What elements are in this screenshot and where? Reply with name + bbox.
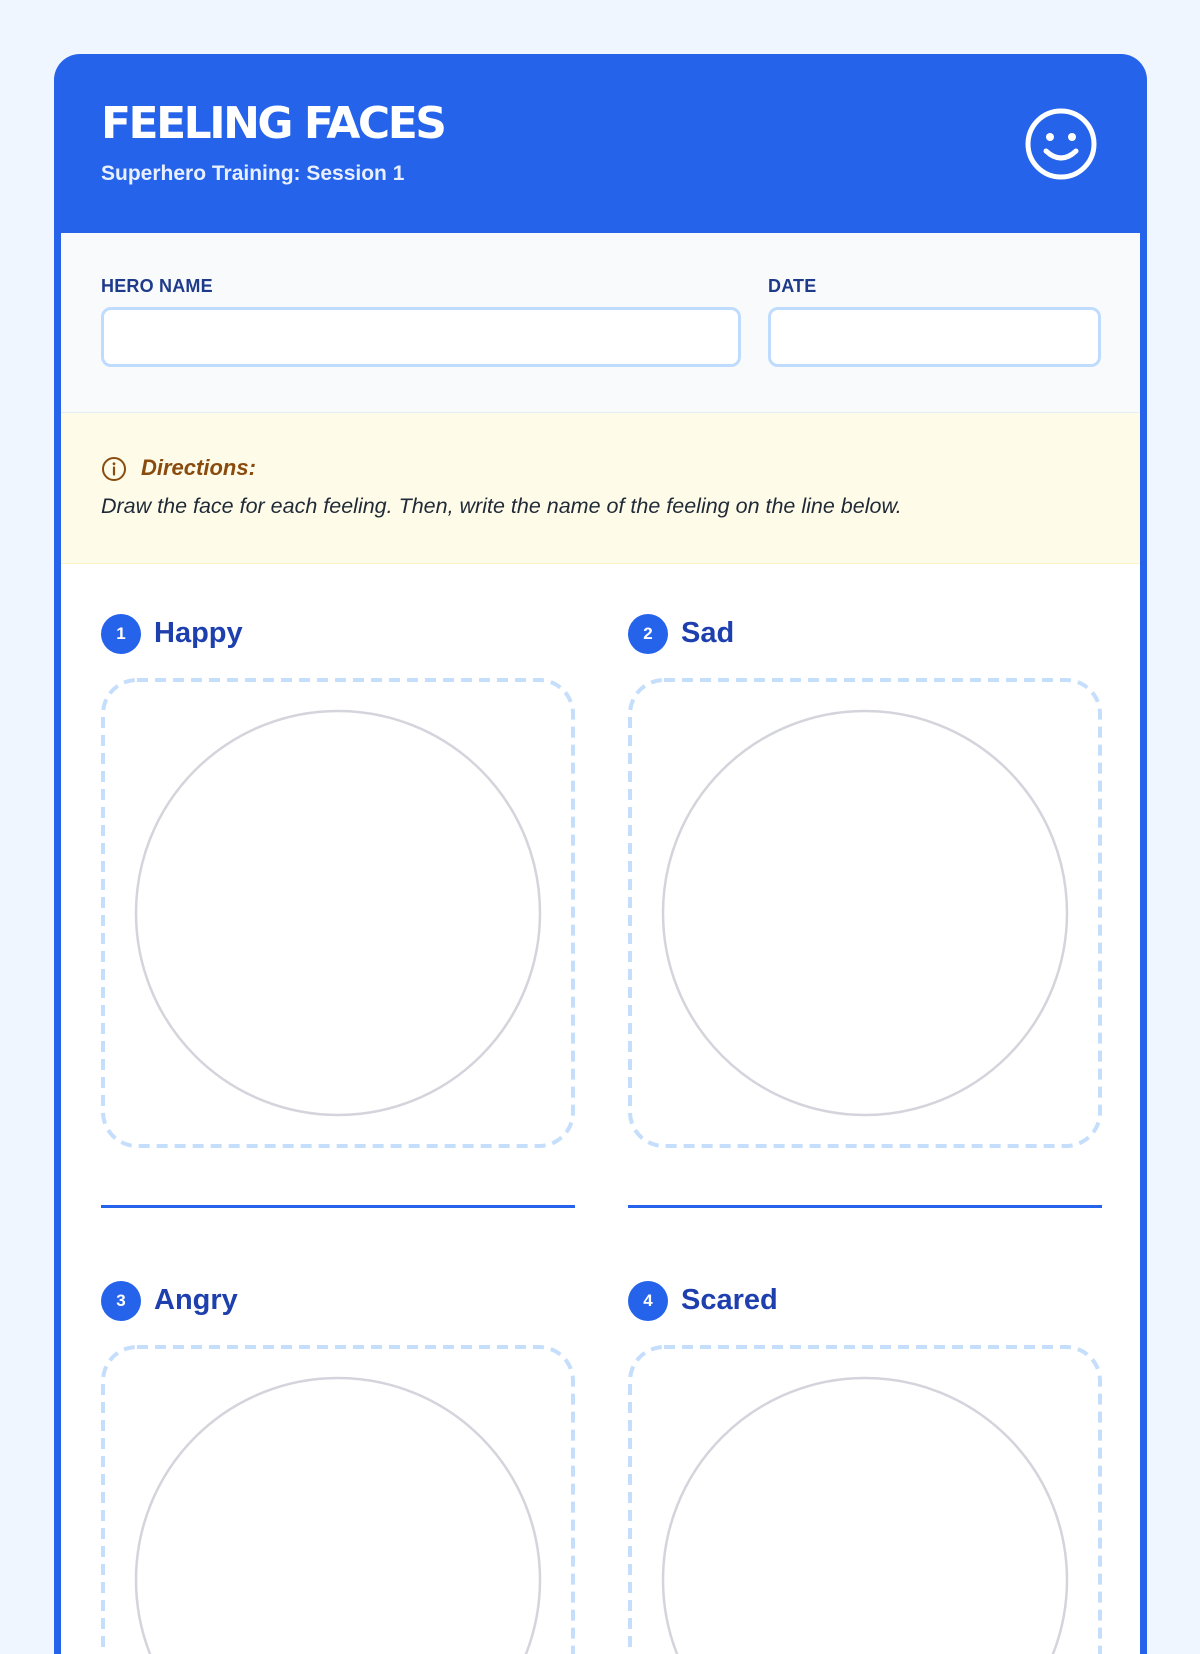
feeling-label: Angry — [154, 1284, 238, 1316]
hero-name-label: HERO NAME — [101, 276, 213, 296]
directions-box — [61, 413, 1140, 564]
face-drawing-area[interactable] — [101, 1345, 575, 1654]
feeling-number-badge: 2 — [628, 614, 668, 654]
feeling-label: Sad — [681, 617, 735, 649]
page-subtitle: Superhero Training: Session 1 — [101, 162, 405, 185]
directions-text: Draw the face for each feeling. Then, write the name of the feeling on the line below. — [101, 494, 902, 518]
date-field[interactable] — [768, 307, 1101, 367]
worksheet-card — [54, 54, 1147, 1654]
face-drawing-area[interactable] — [628, 1345, 1102, 1654]
feeling-name-line[interactable] — [628, 1205, 1102, 1208]
date-label: DATE — [768, 276, 817, 296]
feeling-label: Happy — [154, 617, 243, 649]
info-icon — [101, 456, 127, 482]
feeling-number-badge: 1 — [101, 614, 141, 654]
feeling-name-line[interactable] — [101, 1205, 575, 1208]
hero-name-field[interactable] — [101, 307, 741, 367]
smiley-face-icon — [1024, 107, 1098, 181]
feeling-number-badge: 3 — [101, 1281, 141, 1321]
student-info-section — [61, 233, 1140, 413]
directions-title: Directions: — [141, 455, 256, 480]
feeling-label: Scared — [681, 1284, 778, 1316]
page-title: FEELING FACES — [101, 98, 445, 149]
worksheet-body — [61, 233, 1140, 1654]
face-drawing-area[interactable] — [628, 678, 1102, 1148]
feeling-number-badge: 4 — [628, 1281, 668, 1321]
face-drawing-area[interactable] — [101, 678, 575, 1148]
